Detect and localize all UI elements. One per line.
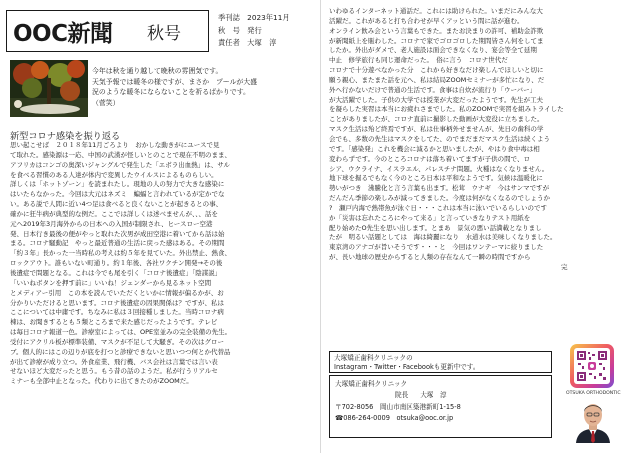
qr-code-area bbox=[574, 348, 610, 384]
body-line: 受付にアクリル板が標準装備、マスクが不足して大騒ぎ。その次はグロー bbox=[10, 337, 225, 346]
body-line: 外へ行かないだけで普通の生活です。食事は自炊が流行り「ウーバー」 bbox=[329, 85, 537, 94]
body-line: はいたらなかった。今回は大元はネズミ 蝙蝠と言われているが定かでな bbox=[10, 190, 225, 199]
body-line: ミナーも全部中止となった。代わりに出てきたのがZOOMだ。 bbox=[10, 377, 193, 386]
clinic-address: 〒702-8056 岡山市南区築港新町1-15-8 bbox=[335, 402, 461, 411]
body-line: だんだん季節の楽しみが減ってきました。今度は何がなくなるのでしょうか bbox=[329, 194, 550, 203]
article-end-mark: 完 bbox=[561, 262, 568, 271]
body-line: せないほど大変だったと思う。もう昔の話のようだ。私が行うリアルセ bbox=[10, 367, 218, 376]
intro-line: 天気予報では暖冬の様ですが、まさか プールが大盛 bbox=[92, 77, 258, 86]
body-line: が大活躍でした。子供の大学では授業が大変だったようです。先生が工夫 bbox=[329, 95, 543, 104]
body-line: です。「感染発」これを機会に減るかと思いましたが、やはり食中毒は相 bbox=[329, 144, 540, 153]
issue-season: 秋号 bbox=[147, 24, 181, 44]
body-line: 元へ2019年3月海外からの日本への入国が制限され、ヒースロー空港 bbox=[10, 219, 213, 228]
body-line: コロナで十分遊べなかった分 これから好きなだけ楽しんでほしいと切に bbox=[329, 66, 544, 75]
body-line: ここについては中庸です。ちなみに私は３回接種しました。当時コロナ病 bbox=[10, 308, 224, 317]
body-line: 思い起こせば ２０１８年11月ごろより おかしな動きがにユースで見 bbox=[10, 141, 220, 149]
body-line: シア、ウクライナ、イスラエル、パレスチナ問題。火種はなくなりません。 bbox=[329, 164, 549, 173]
meta-line: 秋 号 発行 bbox=[218, 25, 262, 35]
body-line: か「災害は忘れたころにやって来る」と言っていきなりテスト用紙を bbox=[329, 213, 531, 222]
issue-meta bbox=[218, 12, 318, 50]
body-line: 詳しくは「ホットゾーン」を読まれたし。現地の人の努力で大きな感染に bbox=[10, 180, 225, 189]
meta-line: 責任者 大塚 淳 bbox=[218, 38, 277, 47]
body-line: 分かりいただけると思います。コロナ後遺症の因果関係は？ですが、私は bbox=[10, 298, 224, 307]
instagram-qr-icon[interactable] bbox=[570, 344, 614, 388]
body-line: まる。コロナ騒動記 やっと最近普通の生活に戻った感はある。その期間 bbox=[10, 239, 225, 248]
director-portrait-icon bbox=[574, 397, 612, 443]
clinic-contact: ☎086-264-0009 otsuka@ooc.or.jp bbox=[335, 414, 454, 423]
masthead bbox=[6, 6, 314, 52]
body-line: 確かに狂牛病が典型的な例だ。ここでは詳しくは述べませんが、、、話を bbox=[10, 209, 218, 218]
notice-line: Instagram・Twitter・Facebookも更新中です。 bbox=[334, 363, 480, 371]
body-line: 会でも、多数の先生はマスクをしてた、のでまだまだマスク生活は続くよう bbox=[329, 134, 550, 143]
clinic-info-box bbox=[329, 375, 552, 438]
article-body-right bbox=[329, 7, 635, 273]
director-role: 院長 bbox=[395, 391, 409, 400]
qr-caption: OTSUKA ORTHODONTIC bbox=[566, 391, 621, 396]
body-line: 活躍だ。これがあると打ち合わせが早くアッという間に話が進む。 bbox=[329, 16, 524, 25]
intro-line: 況のような暖冬にならないことを祈るばかりです。 bbox=[92, 88, 250, 97]
body-line: が出て診療が成り立つ。外食産業、飛行機、バス会社は言葉では言い表 bbox=[10, 357, 218, 366]
body-line: 棟は、お聞きするとも５類ところまで来た感じだったようです。テレビ bbox=[10, 318, 218, 327]
clinic-director-row bbox=[335, 390, 546, 401]
newsletter-title: OOC新聞 bbox=[13, 21, 113, 47]
body-line: ロックアウト。誰もいない町通り。約１年後、各社ワクチン開発→その後 bbox=[10, 259, 223, 268]
title-box bbox=[6, 10, 209, 52]
body-line: 後遺症で問題となる。これは今でも尾を引く「コロナ後遺症」「陰謀説」 bbox=[10, 268, 222, 277]
body-line: アフリカはコンゴの奥深いジャングルで発生した「エボラ出血熱」は、サル bbox=[10, 160, 230, 169]
clinic-name: 大塚矯正歯科クリニック bbox=[335, 380, 408, 388]
body-line: ブ。個人的にはこの辺りが底を打つと診療できないと思いつつ何とか代替品 bbox=[10, 347, 231, 356]
body-line: が新聞紙上を賑わした。コロナで家でゴロゴロした期間皆さん何をしてま bbox=[329, 36, 544, 45]
body-line: 地下球を掘るでもなく今のところ日本は平和なようです。気候は温暖化に bbox=[329, 174, 543, 183]
notice-line: 大塚矯正歯科クリニックの bbox=[334, 354, 413, 362]
body-line: は毎日コロナ報道一色。診療室によっては、OPE室並みの完全装備の先生。 bbox=[10, 328, 232, 337]
autumn-leaves-photo-icon bbox=[10, 60, 88, 117]
intro-paragraph bbox=[92, 66, 318, 108]
body-line: を凝らした実習は本当にお疲れさまでした。私のZOOMで実習を組みトライした bbox=[329, 105, 564, 114]
body-line: い。ある説で人間に近い4つ足は食べると良くないことが起きるとの事、 bbox=[10, 200, 223, 209]
body-line: したか。外出がダメで、老人施設は面会できなくなり、宴会等全て延期 bbox=[329, 46, 537, 55]
right-page bbox=[321, 0, 640, 453]
body-line: マスク生活は殆ど終焉ですが、私は仕事柄外せませんが、先日の歯科の学 bbox=[329, 125, 544, 134]
article-body-left bbox=[10, 141, 314, 387]
body-line: とメディアー引用 この本を読んでいただくといかに情報が偏るかが、お bbox=[10, 288, 224, 297]
body-line: 変わらずです。今のところコロナは落ち着いてますが子供の間で、ロ bbox=[329, 154, 531, 163]
body-line: を食べる習慣のある人達が体内で変異したウイルスによるものらしい。 bbox=[10, 170, 218, 179]
body-line: 配り始めたO先生を思い出します。とまあ 景気の悪い話満載となりまし bbox=[329, 223, 542, 232]
sns-notice-box bbox=[329, 351, 552, 373]
intro-line: （菅笑） bbox=[92, 98, 120, 107]
body-line: が、長い地球の歴史からすると人類の存在なんて一瞬の時間ですから bbox=[329, 253, 531, 262]
body-line: ? 瀬戸内海で熱帯魚が泳ぐ日・・・これは本当に泳いでいるらしいのです bbox=[329, 203, 547, 212]
body-line: 勢いがつき 沸騰化と言う言葉も出ます。松茸 ウナギ 今はサンマですが bbox=[329, 184, 550, 193]
body-line: 願う親心、またまた話を元へ、私は結局ZOOMセミナーが多忙になり、だ bbox=[329, 75, 545, 84]
body-line: オンライン飲み会という言葉もできた。またお決まりの許可、補助金詐欺 bbox=[329, 26, 544, 35]
body-line: 「約３年」長かった一当時私の考えは約５年を見ていた。外出禁止、熱食、 bbox=[10, 249, 231, 258]
meta-line: 季刊誌 2023年11月 bbox=[218, 13, 290, 22]
director-name: 大塚 淳 bbox=[420, 391, 447, 400]
body-line: 東京湾のアナゴが旨いそうです・・・と 今回はワンテーマに絞りました bbox=[329, 243, 544, 252]
body-line: ことがありましたが、コロナ直前に撮影した動画が大変役に立ちました。 bbox=[329, 115, 544, 124]
body-line: 発、日本行き最後の便がやっと取れた次男が成田空港に着いてから話は始 bbox=[10, 229, 225, 238]
body-line: て取れた。感染源は一応、中国の武漢が怪しいとのことで現在不明のまま、 bbox=[10, 150, 231, 159]
body-line: たが 明るい話題としては 海は綺麗になり 水道水は美味しくなりました。 bbox=[329, 233, 557, 242]
body-line: 中止 修学旅行も同じ運命だった。 俗に言う コロナ世代だ bbox=[329, 56, 508, 65]
intro-line: 今年は秋を通り越して晩秋の雰囲気です。 bbox=[92, 67, 223, 75]
body-line: 「いいねボタンを押す前に」いいね！ジェンダーから見るネット空間 bbox=[10, 278, 212, 287]
section-heading: 新型コロナ感染を振り返る bbox=[10, 131, 121, 142]
body-line: いわゆるインターネット通話だ。これには助けられた。いまだにみんな大 bbox=[329, 7, 543, 15]
